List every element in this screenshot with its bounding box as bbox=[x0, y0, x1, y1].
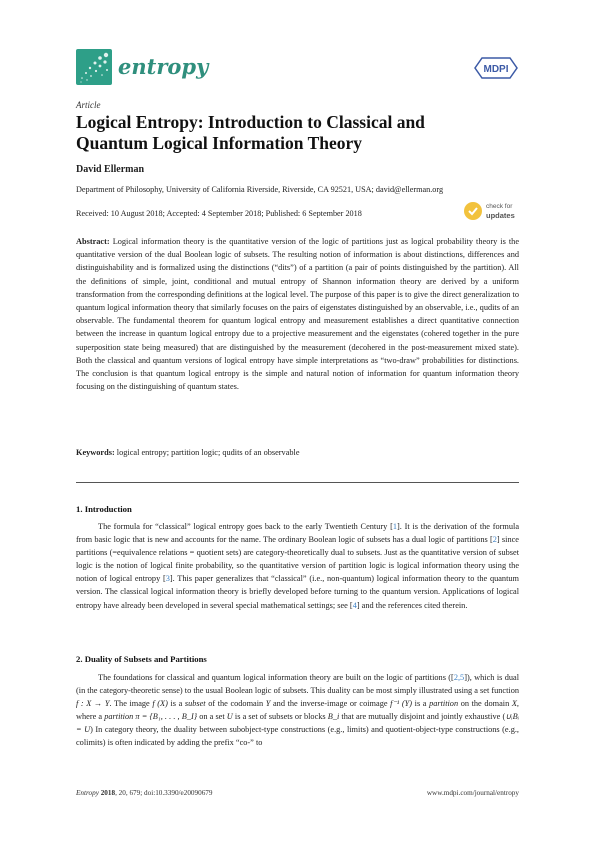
abstract bbox=[76, 235, 519, 393]
keywords-label: Keywords: bbox=[76, 448, 115, 457]
check-updates-line1: check for bbox=[486, 203, 513, 210]
section-heading-duality: 2. Duality of Subsets and Partitions bbox=[76, 654, 207, 664]
citation-link[interactable]: 2 bbox=[492, 535, 497, 545]
citation-link[interactable]: 4 bbox=[352, 600, 357, 610]
abstract-label: Abstract: bbox=[76, 237, 110, 246]
mdpi-logo-icon bbox=[474, 57, 518, 79]
check-updates-icon bbox=[464, 202, 482, 220]
author-name: David Ellerman bbox=[76, 164, 145, 175]
publication-dates: Received: 10 August 2018; Accepted: 4 September 2018; Published: 6 September 2018 bbox=[76, 209, 362, 218]
divider bbox=[76, 482, 519, 483]
journal-logo-icon bbox=[76, 49, 112, 85]
footer-citation: Entropy 2018, 20, 679; doi:10.3390/e20090679 bbox=[76, 789, 213, 797]
affiliation: Department of Philosophy, University of California Riverside, Riverside, CA 92521, USA; david@ellerman.org bbox=[76, 185, 444, 194]
journal-name: entropy bbox=[118, 54, 209, 79]
citation-link[interactable]: 2,5 bbox=[453, 673, 465, 682]
section-heading-introduction: 1. Introduction bbox=[76, 504, 132, 514]
check-for-updates-button[interactable] bbox=[464, 200, 524, 222]
duality-paragraph: The foundations for classical and quantum logical information theory are built on the logic of partitions ([2,5]), which is dual (in the category-theoretic sense) to the usual Boolean logic of subsets. This duality can be most simply illustrated using a set function f : X → Y. The image f (X) is a subset of the codomain Y and the inverse-image or coimage f⁻¹ (Y) is a partition on the domain X, where a partition π = {B₁, . . . , B_I} on a set U is a set of subsets or blocks B_i that are mutually disjoint and jointly exhaustive (∪ᵢBᵢ = U) In category theory, the duality between subobject-type constructions (e.g., limits) and quotient-object-type constructions (e.g., colimits) is often indicated by adding the prefix “co-” to bbox=[76, 673, 520, 748]
keywords-text: logical entropy; partition logic; qudits of an observable bbox=[116, 448, 300, 457]
abstract-text: Logical information theory is the quantitative version of the logic of partitions just as logical probability theory is the quantitative version of the dual Boolean logic of subsets. The resulting notion of information is about distinctions, differences and distinguishability and is formalized using the distinctions (“dits”) of a partition (a pair of points distinguished by the partition). All the definitions of simple, joint, conditional and mutual entropy of Shannon information theory are derived by a uniform transformation from the corresponding definitions at the logical level. The purpose of this paper is to give the direct generalization to quantum logical information theory that similarly focuses on the pairs of eigenstates distinguished by an observable, i.e., qudits of an observable. The fundamental theorem for quantum logical entropy and measurement establishes a direct quantitative connection between the increase in quantum logical entropy due to a projective measurement and the eigenstates (cohered together in the pure superposition state being measured) that are distinguished by the measurement (decohered in the post-measurement mixed state). Both the classical and quantum versions of logical entropy have simple interpretations as “two-draw” probabilities for distinctions. The conclusion is that quantum logical entropy is the simple and natural notion of information for quantum information theory focusing on the distinguishing of quantum states. bbox=[76, 237, 519, 392]
paper-title: Logical Entropy: Introduction to Classical and Quantum Logical Information Theory bbox=[76, 112, 425, 153]
article-type: Article bbox=[76, 100, 101, 110]
introduction-paragraph: The formula for “classical” logical entropy goes back to the early Twentieth Century [1]. It is the derivation of the formula from basic logic that is new and accounts for the name. The ordinary Boolean logic of subsets has a dual logic of partitions [2] since partitions (=equivalence relations = quotient sets) are category-theoretically dual to subsets. Just as the quantitative version of subset logic is the notion of logical finite probability, so the quantitative version of partition logic is logical information theory using the notion of logical entropy [3]. This paper generalizes that “classical” (i.e., non-quantum) logical information theory to the quantum version. The classical logical information theory is briefly developed before turning to the quantum version. Applications of logical entropy have already been developed in several special mathematical settings; see [4] and the references cited therein. bbox=[76, 522, 519, 610]
citation-link[interactable]: 1 bbox=[392, 522, 397, 531]
footer-url[interactable]: www.mdpi.com/journal/entropy bbox=[426, 789, 519, 797]
citation-link[interactable]: 3 bbox=[165, 574, 170, 584]
publisher-name: MDPI bbox=[483, 64, 509, 75]
check-updates-line2: updates bbox=[486, 211, 515, 220]
keywords bbox=[76, 448, 300, 457]
